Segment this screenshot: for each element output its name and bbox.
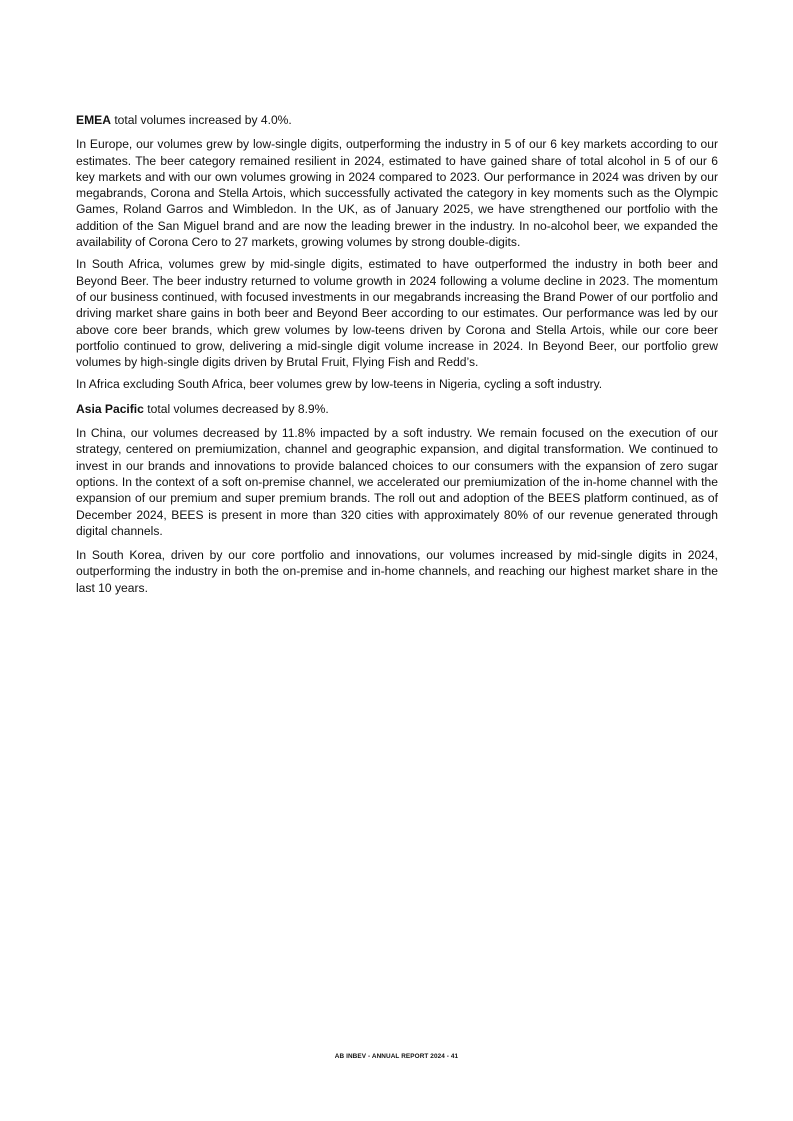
emea-summary bbox=[76, 112, 718, 128]
emea-summary-text: total volumes increased by 4.0%. bbox=[110, 113, 292, 127]
apac-summary bbox=[76, 401, 718, 417]
apac-summary-text: total volumes decreased by 8.9%. bbox=[143, 401, 329, 416]
apac-heading: Asia Pacific bbox=[76, 401, 144, 416]
africa-paragraph: In Africa excluding South Africa, beer volumes grew by low-teens in Nigeria, cycling a soft industry. bbox=[76, 377, 603, 392]
page-footer: AB INBEV - ANNUAL REPORT 2024 - 41 bbox=[334, 1053, 459, 1060]
emea-heading: EMEA bbox=[76, 113, 111, 127]
south-africa-paragraph: In South Africa, volumes grew by mid-single digits, estimated to have outperformed the industry in both beer and Beyond Beer. The beer industry returned to volume growth in 2024 following a volume decline in 2023. The momentum of our business continued, with focused investments in our megabrands increasing the Brand Power of our portfolio and driving market share gains in both beer and Beyond Beer according to our estimates. Our performance was led by our above core beer brands, which grew volumes by low-teens driven by Corona and Stella Artois, while our core beer portfolio continued to grow, delivering a mid-single digit volume increase in 2024. In Beyond Beer, our portfolio grew volumes by high-single digits driven by Brutal Fruit, Flying Fish and Redd’s. bbox=[76, 257, 718, 370]
report-body bbox=[76, 112, 718, 602]
south-korea-paragraph: In South Korea, driven by our core portfolio and innovations, our volumes increased by mid-single digits in 2024, outperforming the industry in both the on-premise and in-home channels, and reaching our highest market share in the last 10 years. bbox=[76, 548, 718, 595]
china-paragraph: In China, our volumes decreased by 11.8% impacted by a soft industry. We remain focused on the execution of our strategy, centered on premiumization, channel and geographic expansion, and digital transformation. We continued to invest in our brands and innovations to provide balanced choices to our consumers with the expansion of zero sugar options. In the context of a soft on-premise channel, we accelerated our premiumization of the in-home channel with the expansion of our premium and super premium brands. The roll out and adoption of the BEES platform continued, as of December 2024, BEES is present in more than 320 cities with approximately 80% of our revenue generated through digital channels. bbox=[76, 426, 718, 538]
europe-paragraph: In Europe, our volumes grew by low-single digits, outperforming the industry in 5 of our 6 key markets according to our estimates. The beer category remained resilient in 2024, estimated to have gained share of total alcohol in 5 of our 6 key markets and with our own volumes growing in 2024 compared to 2023. Our performance in 2024 was driven by our megabrands, Corona and Stella Artois, which successfully activated the category in key moments such as the Olympic Games, Roland Garros and Wimbledon. In the UK, as of January 2025, we have strengthened our portfolio with the addition of the San Miguel brand and are now the leading brewer in the industry. In no-alcohol beer, we expanded the availability of Corona Cero to 27 markets, growing volumes by strong double-digits. bbox=[76, 137, 718, 250]
